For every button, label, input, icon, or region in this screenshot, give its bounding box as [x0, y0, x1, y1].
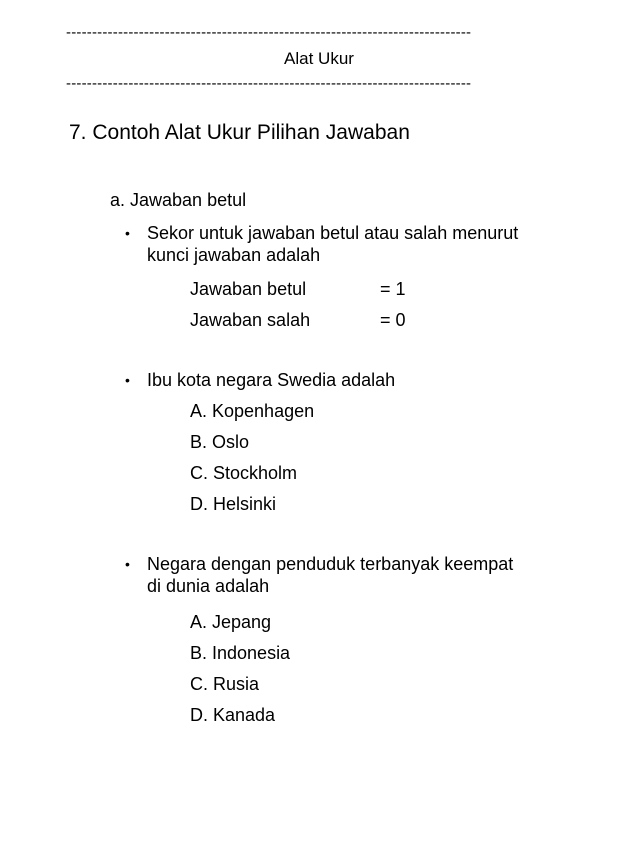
score-label-wrong: Jawaban salah [190, 310, 311, 330]
list-item-text [147, 222, 595, 266]
answer-option: D. Helsinki [190, 494, 277, 514]
section-title: 7. Contoh Alat Ukur Pilihan Jawaban [69, 121, 410, 144]
list-item-text [147, 369, 595, 391]
list-item-line: kunci jawaban adalah [147, 245, 321, 265]
bullet-icon: • [125, 372, 130, 388]
header-bottom-rule: ------------------------------------------------------------------------------ [66, 75, 472, 92]
answer-option: B. Indonesia [190, 643, 291, 663]
subsection-label: a. Jawaban betul [110, 190, 247, 210]
question-text: Ibu kota negara Swedia adalah [147, 370, 396, 390]
answer-option: D. Kanada [190, 705, 276, 725]
answer-option: A. Kopenhagen [190, 401, 315, 421]
score-label-correct: Jawaban betul [190, 279, 307, 299]
answer-option: A. Jepang [190, 612, 272, 632]
question-text: di dunia adalah [147, 576, 270, 596]
list-item-text [147, 553, 595, 597]
header-title: Alat Ukur [284, 49, 354, 68]
question-text: Negara dengan penduduk terbanyak keempat [147, 554, 514, 574]
answer-option: C. Stockholm [190, 463, 298, 483]
score-value-wrong: = 0 [380, 310, 406, 330]
bullet-icon: • [125, 225, 130, 241]
bullet-icon: • [125, 556, 130, 572]
score-value-correct: = 1 [380, 279, 406, 299]
answer-option: C. Rusia [190, 674, 260, 694]
answer-option: B. Oslo [190, 432, 250, 452]
header-top-rule: ------------------------------------------------------------------------------ [66, 24, 472, 41]
list-item-line: Sekor untuk jawaban betul atau salah menurut [147, 223, 519, 243]
